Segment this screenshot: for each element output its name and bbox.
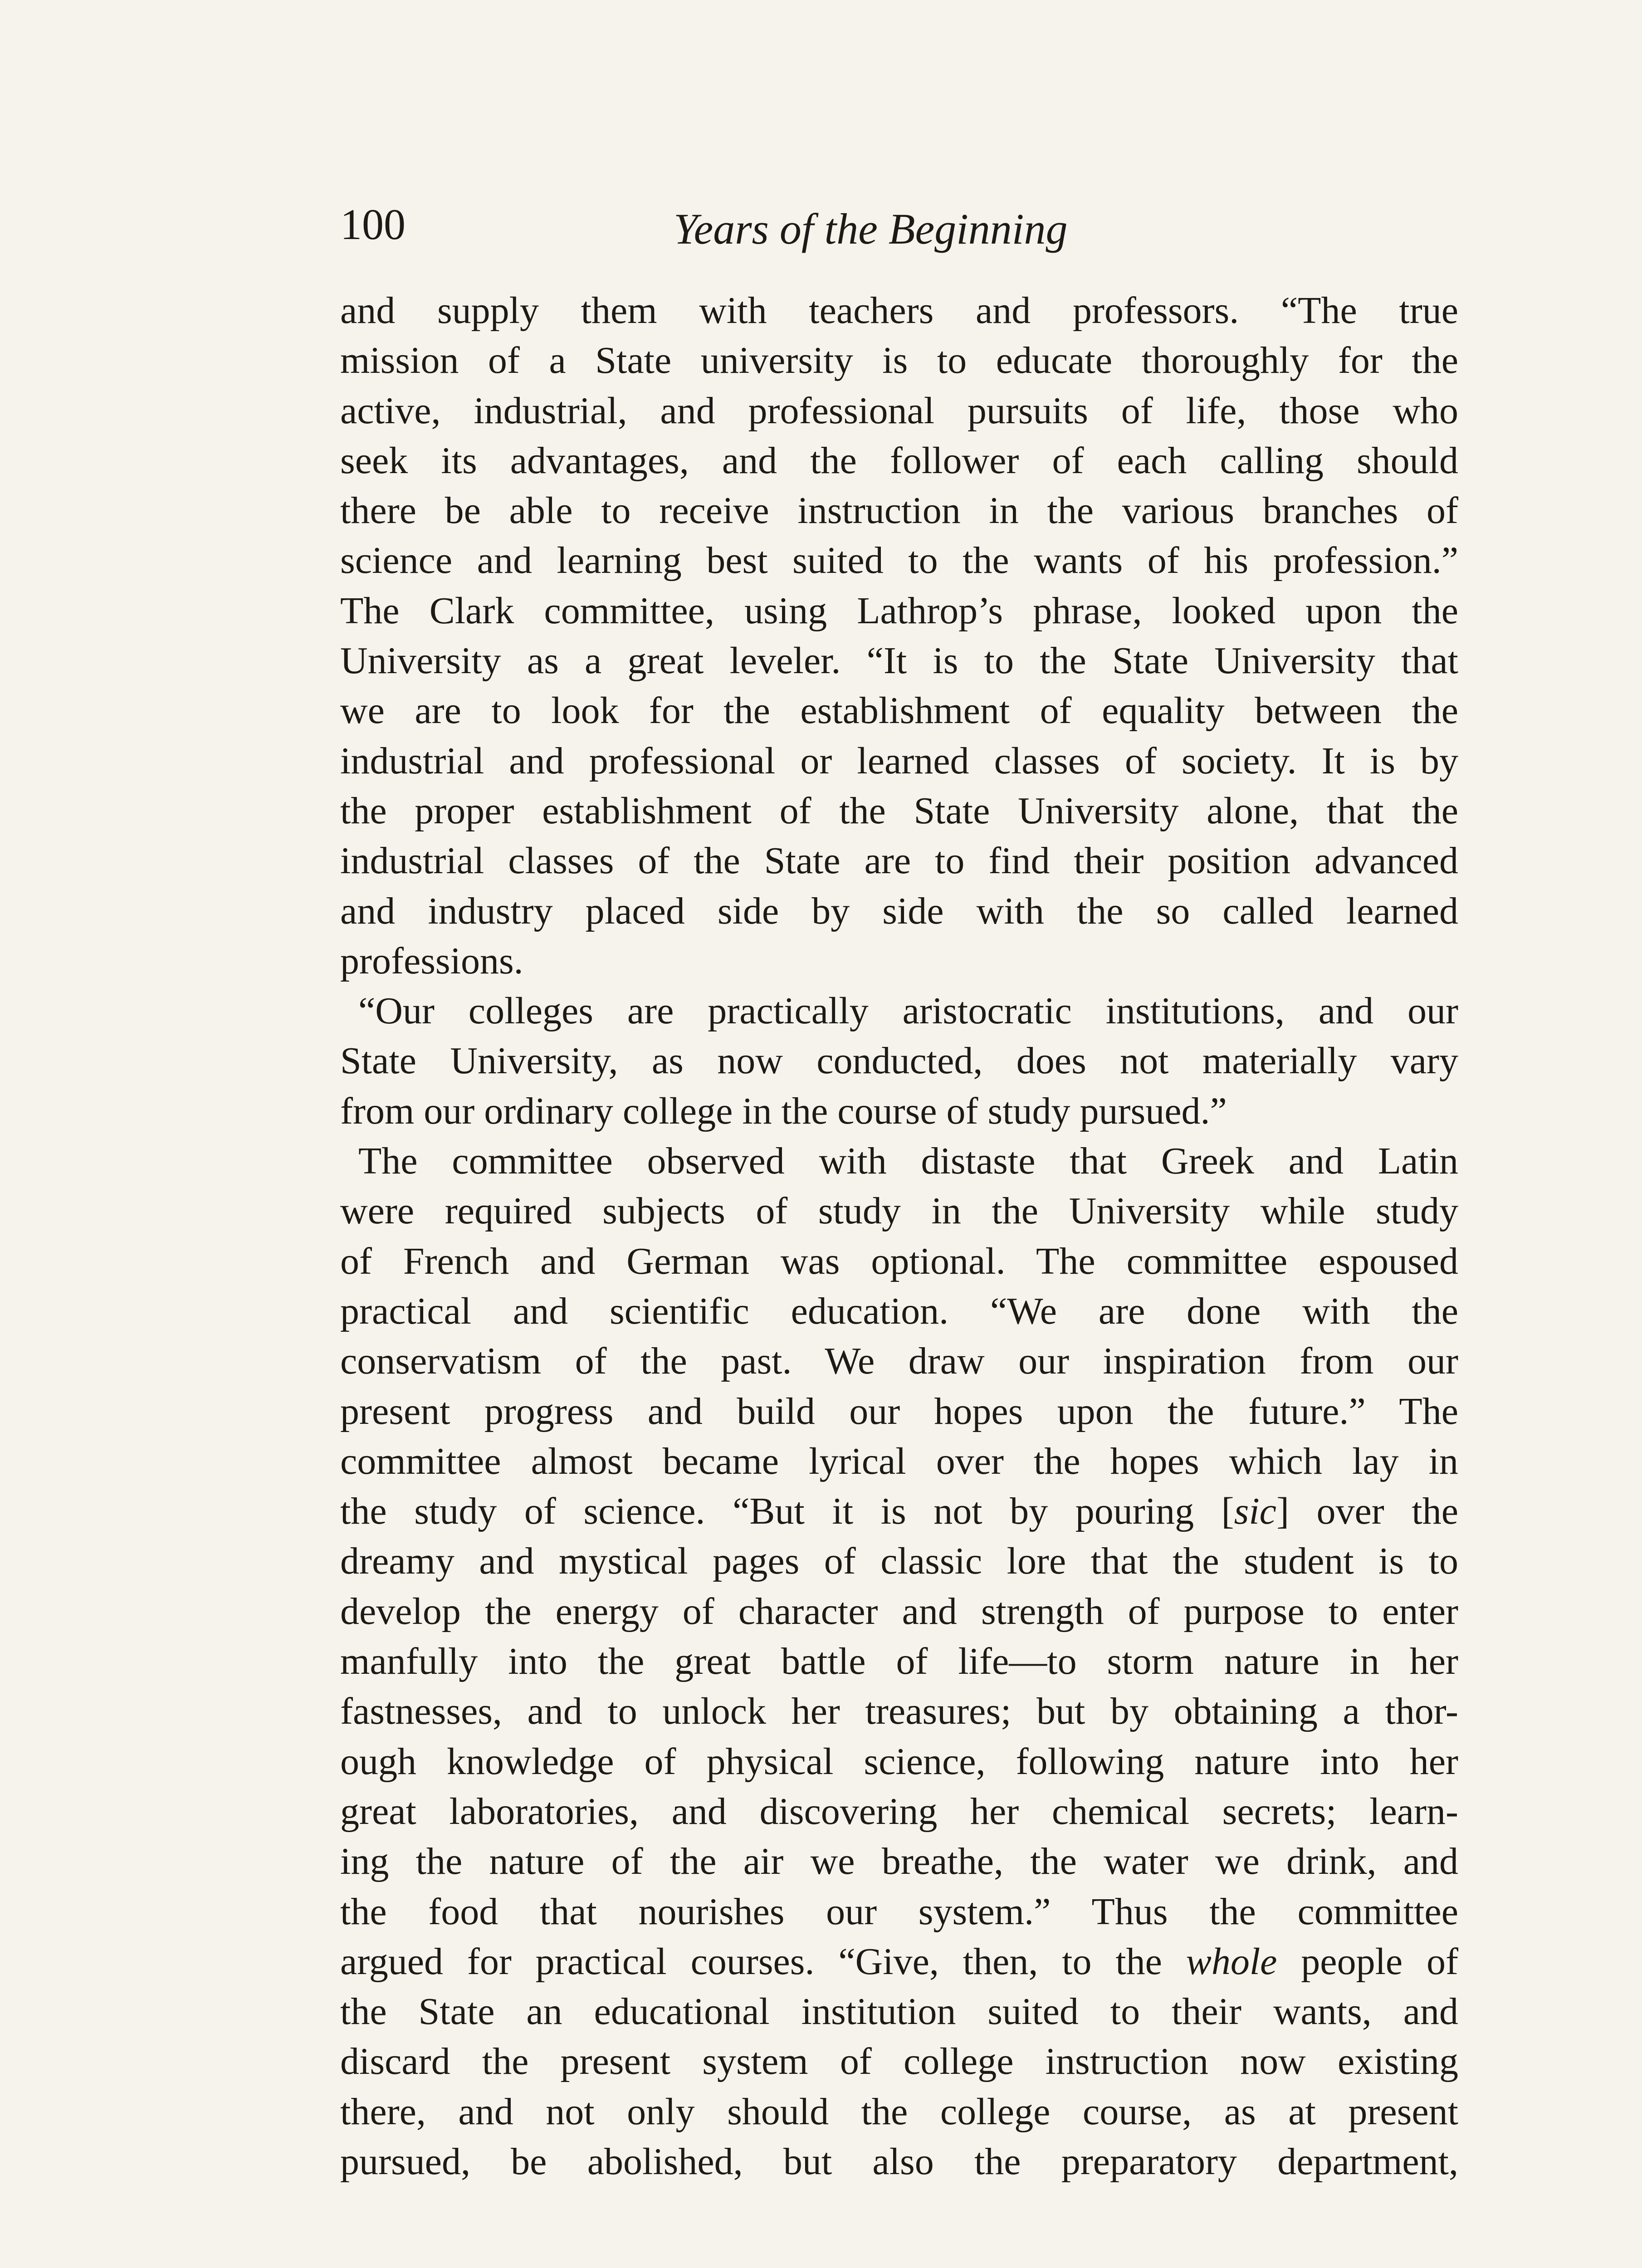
text-line: there be able to receive instruction in the various branches of xyxy=(340,489,1458,532)
text-line: of French and German was optional. The committee espoused xyxy=(340,1240,1458,1282)
page-number: 100 xyxy=(340,200,406,249)
text-line: science and learning best suited to the wants of his profession.” xyxy=(340,539,1458,582)
text-line: seek its advantages, and the follower of each calling should xyxy=(340,439,1458,482)
text-line: present progress and build our hopes upon the future.” The xyxy=(340,1390,1458,1432)
text-line: committee almost became lyrical over the hopes which lay in xyxy=(340,1440,1458,1482)
text-line: we are to look for the establishment of equality between the xyxy=(340,689,1458,732)
running-head xyxy=(340,197,1161,265)
text-line: industrial classes of the State are to find their position advanced xyxy=(340,840,1458,882)
text-line: practical and scientific education. “We are done with the xyxy=(340,1290,1458,1332)
text-line: mission of a State university is to educate thoroughly for the xyxy=(340,339,1458,382)
text-line: develop the energy of character and strength of purpose to enter xyxy=(340,1590,1458,1633)
text-line: and supply them with teachers and professors. “The true xyxy=(340,289,1458,332)
text-line: fastnesses, and to unlock her treasures; but by obtaining a thor- xyxy=(340,1690,1458,1733)
text-line: and industry placed side by side with the so called learned xyxy=(340,890,1458,932)
running-title: Years of the Beginning xyxy=(674,205,1068,253)
text-line: manfully into the great battle of life—to storm nature in her xyxy=(340,1640,1458,1683)
text-line: dreamy and mystical pages of classic lore that the student is to xyxy=(340,1540,1458,1583)
text-line: were required subjects of study in the University while study xyxy=(340,1190,1458,1232)
text-line: The committee observed with distaste that Greek and Latin xyxy=(358,1140,1458,1183)
text-line: ing the nature of the air we breathe, the water we drink, and xyxy=(340,1840,1458,1883)
italic-word: whole xyxy=(1186,1940,1277,1983)
text-line: conservatism of the past. We draw our inspiration from our xyxy=(340,1340,1458,1383)
text-line: “Our colleges are practically aristocratic institutions, and our xyxy=(358,990,1458,1032)
text-line: pursued, be abolished, but also the preparatory department, xyxy=(340,2140,1458,2183)
text-line: the State an educational institution suited to their wants, and xyxy=(340,1990,1458,2033)
text-line: State University, as now conducted, does not materially vary xyxy=(340,1040,1458,1082)
text-line: the study of science. “But it is not by pouring [sic] over the xyxy=(340,1490,1458,1533)
text-line: University as a great leveler. “It is to the State University that xyxy=(340,640,1458,682)
text-line: great laboratories, and discovering her chemical secrets; learn- xyxy=(340,1790,1458,1833)
text-line: the proper establishment of the State University alone, that the xyxy=(340,789,1458,832)
text-line: industrial and professional or learned classes of society. It is by xyxy=(340,739,1458,782)
text-line: ough knowledge of physical science, following nature into her xyxy=(340,1740,1458,1783)
text-line: active, industrial, and professional pursuits of life, those who xyxy=(340,389,1458,432)
body-text xyxy=(340,286,1458,2187)
text-line: argued for practical courses. “Give, then, to the whole people of xyxy=(340,1940,1458,1983)
text-line: from our ordinary college in the course of study pursued.” xyxy=(340,1090,1227,1132)
text-line: The Clark committee, using Lathrop’s phrase, looked upon the xyxy=(340,589,1458,632)
text-line: there, and not only should the college course, as at present xyxy=(340,2090,1458,2133)
italic-word: sic xyxy=(1234,1490,1276,1533)
text-line: discard the present system of college instruction now existing xyxy=(340,2040,1458,2083)
text-line: the food that nourishes our system.” Thus the committee xyxy=(340,1890,1458,1933)
text-line: professions. xyxy=(340,939,523,982)
